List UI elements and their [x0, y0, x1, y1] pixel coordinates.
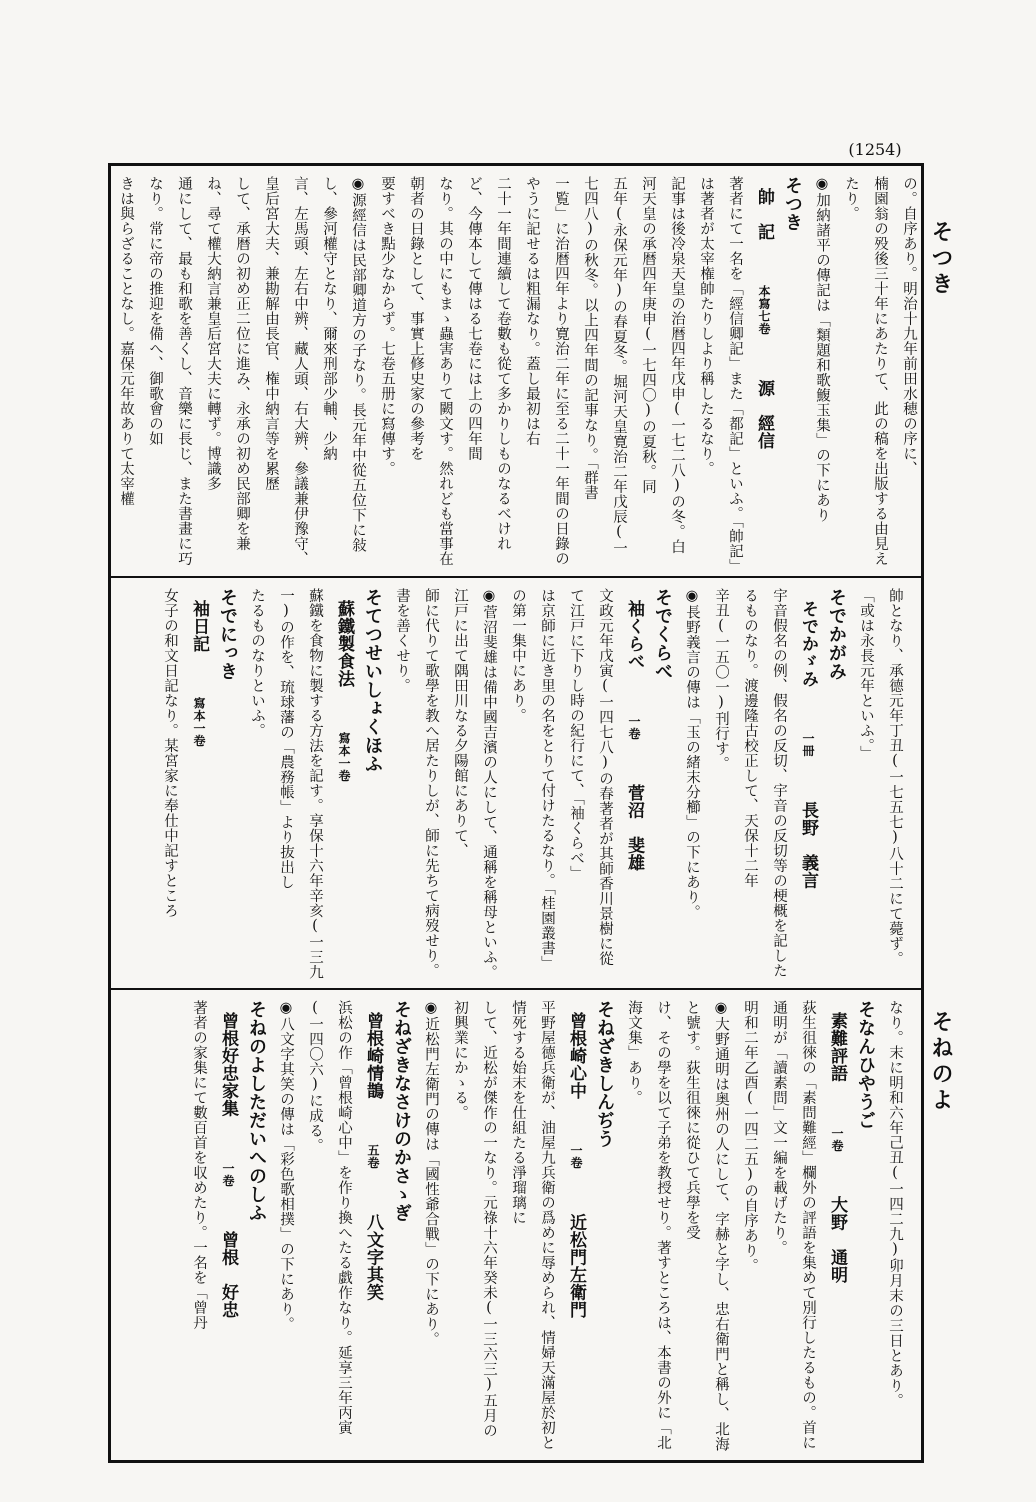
- text-line: は京師に近き里の名をとりて付けたるなり。「桂園叢書」の第一集中にあり。: [510, 588, 555, 971]
- text-line: 荻生徂徠の「素問難經」欄外の評語を集めて別行したるもの。首に通明が「讀素問」文一編を載げたり。: [771, 1000, 816, 1450]
- entry-volume: 一冊: [801, 732, 815, 757]
- entry-volume: 一卷: [830, 1126, 844, 1152]
- text-line: きは與らざることなし。嘉保元年故ありて太宰權: [118, 176, 134, 506]
- entry-head: そねのよしただいへのしふ: [246, 1000, 267, 1222]
- text-line: 辛丑(一五〇一)刊行す。: [713, 588, 729, 771]
- text-line: 五年(永保元年)の春夏冬。堀河天皇寛治二年戊辰(一七四八)の秋冬。以上四年間の記事なり。「群書: [582, 176, 627, 556]
- entry-title-line: [619, 588, 648, 980]
- text-line: して、近松が傑作の一なり。元祿十六年癸未(一三六三)五月の初興業にかゝる。: [452, 1000, 497, 1438]
- text-line: 宇音假名の例、假名の反切、宇音の反切等の梗概を記したるものなり。渡邊隆古校正して、天保十二年: [742, 588, 787, 978]
- entry-title: 素難評語: [827, 1012, 847, 1082]
- entry-head: そでにっき: [217, 588, 238, 681]
- text-line: ◉近松門左衛門の傳は「國性爺合戰」の下にあり。: [423, 1000, 439, 1347]
- running-head-bottom: そねのよ: [928, 1010, 954, 1114]
- text-line: の。自序あり。明治十九年前田水穂の序に、: [901, 176, 917, 476]
- page-number: (1254): [848, 140, 902, 159]
- text-line: ◉八文字其笑の傳は「彩色歌相撲」の下にあり。: [278, 1000, 294, 1332]
- entry-volume: 本寫七卷: [757, 285, 771, 335]
- entry-title-line: [213, 1000, 242, 1452]
- entry-volume: 寫本一卷: [337, 732, 351, 782]
- text-line: なり。其の中にもまゝ蟲害ありて闕文す。然れども當事在朝者の日錄として、事實上修史家の參考を: [408, 176, 453, 566]
- text-line: 楠園翁の殁後三十年にあたりて、此の稿を出版する由見えたり。: [843, 176, 888, 566]
- entry-title: 帥 記: [754, 188, 774, 241]
- entry-title-line: [561, 1000, 590, 1452]
- entry-author: 菅沼 斐雄: [624, 784, 644, 872]
- entry-volume: 一卷: [569, 1144, 583, 1169]
- entry-author: 長野 義言: [798, 801, 818, 889]
- entry-head: そつき: [782, 176, 803, 232]
- entry-volume: 五卷: [366, 1144, 380, 1169]
- entry-title-line: [793, 588, 822, 980]
- entry-author: 近松門左衛門: [566, 1213, 586, 1319]
- entry-title: 蘇鐵製食法: [334, 600, 354, 688]
- text-line: 師に代りて歌學を教へ居たりしが、師に先ちて病歿せり。書を善くせり。: [394, 588, 439, 978]
- text-line: 平野屋德兵衛が、油屋九兵衛の爲めに辱められ、情婦天滿屋於初と情死する始末を仕組たる淨瑠璃に: [510, 1000, 555, 1450]
- entry-title: そでかゞみ: [798, 600, 818, 688]
- text-line: 記事は後冷泉天皇の治暦四年戊申(一七二八)の冬。白河天皇の承暦四年庚申(一七四〇)の夏秋。同: [640, 176, 685, 554]
- band-top-text: [111, 166, 921, 576]
- entry-head: そでくらべ: [652, 588, 673, 681]
- text-line: 蘇鐵を食物に製する方法を記す。享保十六年辛亥(一三九一)の作を、琉球藩の「農務帳」より抜出し: [278, 588, 323, 980]
- band-top: [111, 166, 921, 578]
- entry-title-line: [749, 176, 778, 568]
- text-line: 明和二年乙酉(一四二五)の自序あり。: [742, 1000, 758, 1273]
- text-line: ◉菅沼斐雄は備中國吉濱の人にして、通稱を稱母といふ。江戸に出て隅田川なる夕陽館にありて、: [452, 588, 497, 980]
- entry-author: 曾根 好忠: [218, 1231, 238, 1319]
- band-bottom: [111, 990, 921, 1460]
- entry-author: 源 經信: [754, 379, 774, 450]
- entry-volume: 寫本一卷: [192, 697, 206, 747]
- text-line: たるものなりといふ。: [249, 588, 265, 738]
- entry-title-line: [329, 588, 358, 980]
- text-line: 二十一年間連續して卷數も從て多かりしものなるべけれど、今傳本して傳はる七卷には上の四年間: [466, 176, 511, 551]
- text-line: ◉加納諸平の傳記は「類題和歌鰒玉集」の下にあり: [814, 176, 830, 523]
- band-middle: [111, 578, 921, 990]
- text-line: け、その學を以て子弟を教授せり。著すところは、本書の外に「北海文集」あり。: [626, 1000, 671, 1450]
- page-frame: [108, 163, 924, 1463]
- entry-head: そねざきなさけのかさゝぎ: [391, 1000, 412, 1222]
- text-line: 著者にて一名を「經信卿記」また「都記」といふ。「帥記」は著者が太宰権帥たりしより稱したるなり。: [698, 176, 743, 567]
- text-line: 著者の家集にて數百首を収めたり。一名を「曾丹: [191, 1000, 207, 1330]
- text-line: 文政元年戊寅(一四七八)の春著者が其師香川景樹に從て江戸に下りし時の紀行にて、「袖くらべ」: [568, 588, 613, 966]
- text-line: 言、左馬頭、左右中辨、藏人頭、右大辨、參議兼伊豫守、皇后宮大夫、兼勘解由長官、権中納言等を累歷: [263, 176, 308, 566]
- text-line: 通にして、最も和歌を善くし、音樂に長じ、また書畫に巧なり。常に帝の推迎を備へ、御歌會の如: [147, 176, 192, 566]
- entry-title: 曾根好忠家集: [218, 1012, 238, 1117]
- text-line: なり。末に明和六年己丑(一四二九)卯月末の三日とあり。: [887, 1000, 903, 1408]
- entry-title: 曾根崎情鵲: [363, 1012, 383, 1100]
- running-head-top: そつき: [928, 220, 954, 298]
- text-line: 浜松の作「曾根崎心中」を作り換へたる戯作なり。延享三年丙寅(一四〇六)に成る。: [307, 1000, 352, 1435]
- entry-title: 袖日記: [189, 600, 209, 653]
- entry-title-line: [184, 588, 213, 980]
- text-line: して、承暦の初め正二位に進み、永承の初め民部卿を兼ね、尋て權大納言兼皇后宮大夫に轉ず。博識多: [205, 176, 250, 551]
- text-line: 要すべき點少なからず。七卷五册に寫傳す。: [379, 176, 395, 476]
- entry-volume: 一卷: [627, 714, 641, 740]
- text-line: ◉長野義言の傳は「玉の緒末分櫛」の下にあり。: [684, 588, 700, 920]
- text-line: ◉源經信は民部卿道方の子なり。長元年中從五位下に敍し、參河權守となり、爾來刑部少輔、少納: [321, 176, 366, 553]
- entry-title-line: [822, 1000, 851, 1452]
- entry-title: 曾根崎心中: [566, 1012, 586, 1100]
- band-middle-text: [155, 578, 921, 988]
- text-line: 帥となり、承德元年丁丑(一七五七)八十二にて薨ず。「或は永長元年といふ。」: [858, 588, 903, 966]
- entry-volume: 一卷: [221, 1161, 235, 1187]
- entry-head: そてつせいしょくほふ: [362, 588, 383, 773]
- entry-title: 袖くらべ: [624, 600, 644, 670]
- entry-head: そねざきしんぢう: [594, 1000, 615, 1148]
- entry-author: 大野 通明: [827, 1196, 847, 1284]
- band-bottom-text: [184, 990, 921, 1460]
- text-line: ◉大野通明は奥州の人にして、字赫と字し、忠右衛門と稱し、北海と號す。荻生徂徠に從ひて兵學を受: [684, 1000, 729, 1452]
- entry-title-line: [358, 1000, 387, 1452]
- text-line: 女子の和文日記なり。某宮家に奉仕中記すところ: [162, 588, 178, 918]
- entry-head: そでかがみ: [826, 588, 847, 681]
- entry-head: そなんひやうご: [855, 1000, 876, 1130]
- entry-author: 八文字其笑: [363, 1213, 383, 1301]
- text-line: 一覧」に治暦四年より寛治二年に至る二十一年間の日錄のやうに記せるは粗漏なり。蓋し最初は右: [524, 176, 569, 566]
